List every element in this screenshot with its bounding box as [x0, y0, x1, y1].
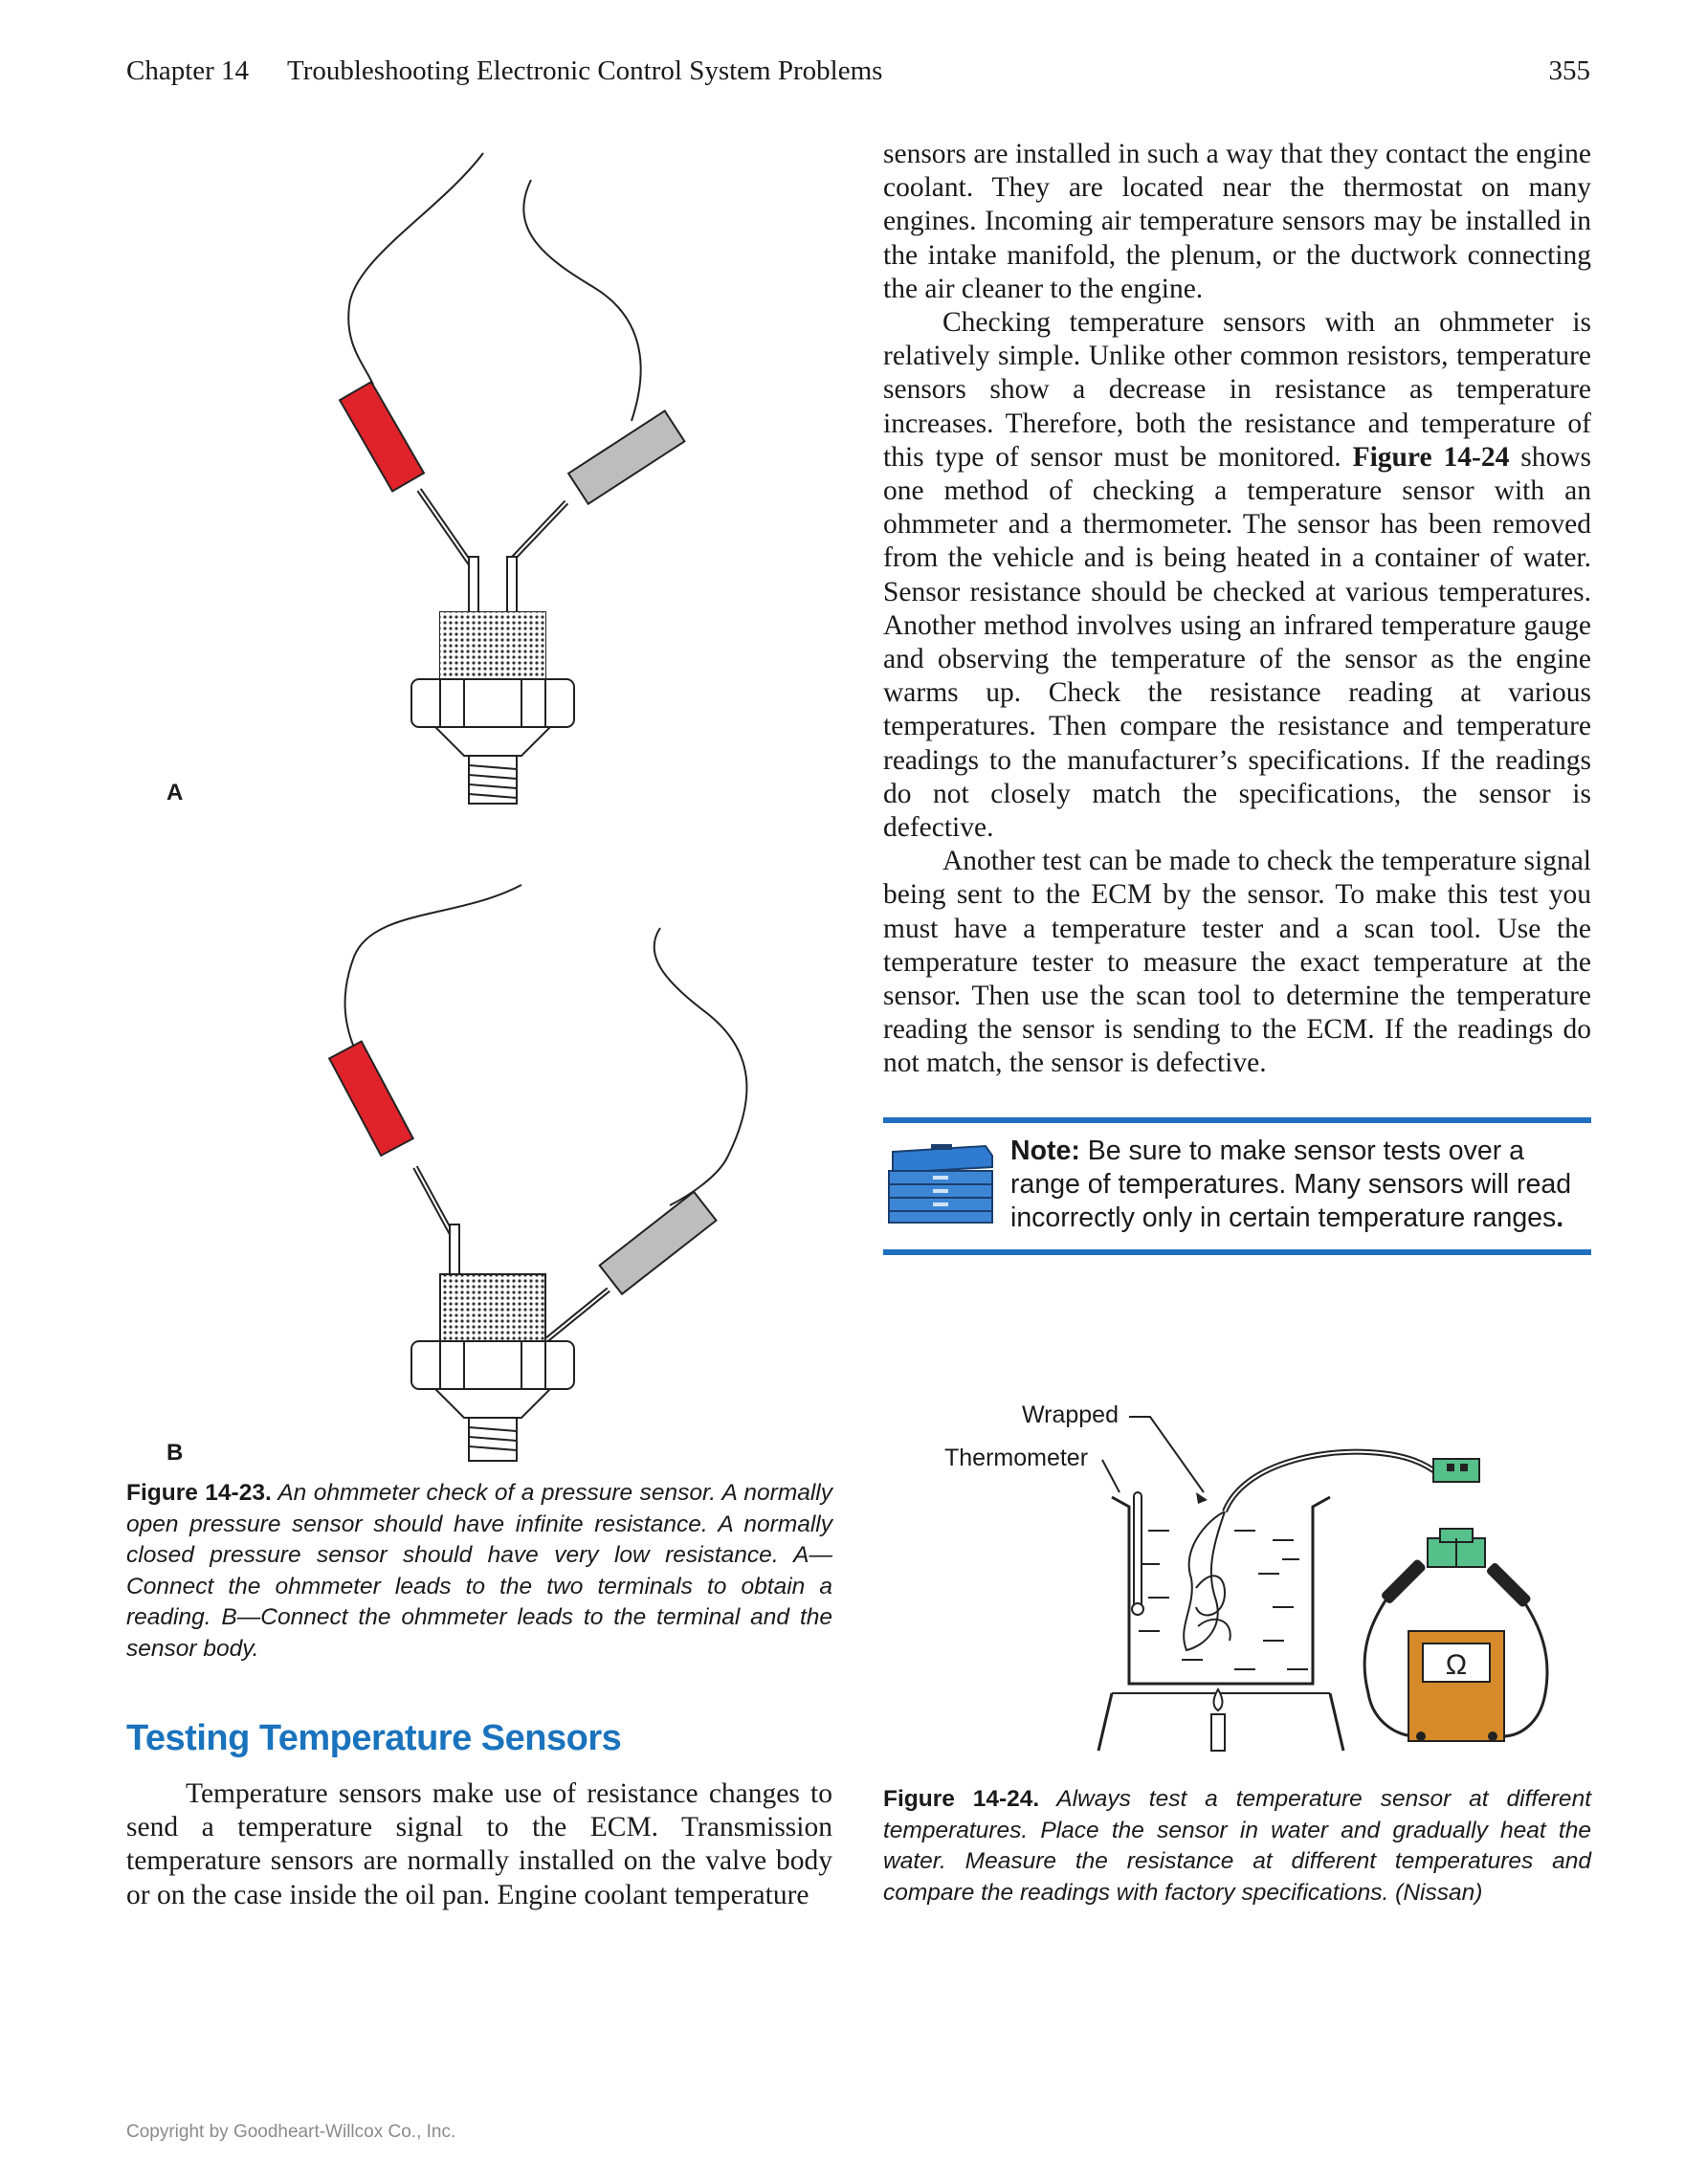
right-column-text	[883, 138, 1591, 1081]
right-paragraph-1: sensors are installed in such a way that they contact the engine coolant. They are located near the thermostat on many engines. Incoming air temperature sensors may be installed in the intake manifold, the plenum, or the ductwork connecting the air cleaner to the engine.	[883, 139, 1591, 304]
note-box	[883, 1117, 1591, 1255]
note-text	[1010, 1135, 1585, 1235]
right-paragraph-3: Another test can be made to check the temperature signal being sent to the ECM by the sensor. To make this test you must have a temperature tester and a scan tool. Use the temperature tester to measure the exact temperature at the sensor. Then use the scan tool to determine the temperature reading the sensor is sending to the ECM. If the readings do not match, the sensor is defective.	[883, 846, 1591, 1079]
figure-label-a: A	[166, 780, 184, 805]
figure-14-24-number: Figure 14-24.	[883, 1786, 1040, 1812]
toolbox-icon	[885, 1144, 998, 1224]
thermometer	[1132, 1492, 1143, 1615]
figure-14-23-number: Figure 14-23.	[126, 1480, 272, 1506]
sensor-connector	[1433, 1459, 1479, 1482]
note-body: Be sure to make sensor tests over a range of temperatures. Many sensors will read incorrectly only in certain temperature ranges	[1010, 1136, 1572, 1233]
meter-lead-left	[1380, 1558, 1427, 1605]
note-end: .	[1556, 1202, 1564, 1233]
meter-test-connector	[1428, 1529, 1485, 1567]
figure-14-24-caption	[883, 1784, 1591, 1908]
right-paragraph-2-end: shows one method of checking a temperature sensor with an ohmmeter and a thermometer. The sensor has been removed from the vehicle and is being heated in a container of water. Sensor resistance should be checked at various temperatures. Another method involves using an infrared temperature gauge and observing the temperature of the sensor as the engine warms up. Check the resistance reading at various temperatures. Then compare the resistance and temperature readings to the manufacturer’s specifications. If the readings do not closely match the specifications, the sensor is defective.	[883, 441, 1591, 844]
red-probe-b	[329, 1042, 413, 1156]
right-paragraph-2-start: Checking temperature sensors with an ohmmeter is relatively simple. Unlike other common resistors, temperature sensors show a decrease in resistance as temperature increases. Therefore, both the resistance and temperature of this type of sensor must be monitored.	[883, 307, 1591, 473]
ohm-symbol: Ω	[1445, 1649, 1468, 1681]
chapter-title: Troubleshooting Electronic Control System Problems	[287, 55, 883, 86]
left-paragraph-1: Temperature sensors make use of resistance changes to send a temperature signal to the ECM. Transmission temperature sensors are normally installed on the valve body or on the case inside the oil pan. Engine coolant temperature	[126, 1778, 832, 1910]
note-label: Note:	[1010, 1136, 1080, 1166]
gray-probe	[568, 411, 684, 504]
figure-14-24-reference: Figure 14-24	[1352, 441, 1510, 473]
gray-probe-b	[600, 1192, 717, 1294]
lead-wire-red	[348, 153, 483, 385]
chapter-label: Chapter 14	[126, 55, 250, 86]
right-paragraph-2	[883, 306, 1591, 845]
lead-wire-gray	[523, 180, 640, 421]
pressure-sensor	[411, 612, 574, 804]
figure-14-23-caption-text: An ohmmeter check of a pressure sensor. A normally open pressure sensor should have infinite resistance. A normally closed pressure sensor should have very low resistance. A—Connect the ohmmeter leads to the two terminals to obtain a reading. B—Connect the ohmmeter leads to the terminal and the sensor body.	[126, 1480, 832, 1662]
figure-14-23b-illustration	[316, 871, 775, 1464]
figure-14-23a-illustration	[316, 143, 737, 813]
section-heading: Testing Temperature Sensors	[126, 1718, 622, 1758]
callout-wrapped: Wrapped	[1022, 1401, 1119, 1428]
meter-lead-right	[1485, 1561, 1532, 1608]
candle-flame	[1211, 1689, 1225, 1751]
red-probe	[340, 382, 424, 491]
callout-thermometer: Thermometer	[944, 1445, 1089, 1471]
left-column-text	[126, 1777, 832, 1912]
copyright-footer: Copyright by Goodheart-Willcox Co., Inc.	[126, 2122, 456, 2142]
page-number: 355	[1548, 55, 1590, 86]
figure-14-24-illustration	[1091, 1406, 1607, 1760]
ohmmeter	[1408, 1631, 1504, 1741]
figure-14-23-caption	[126, 1478, 832, 1665]
figure-label-b: B	[166, 1440, 184, 1466]
pressure-sensor-b	[411, 1274, 574, 1461]
figure-14-24-caption-text: Always test a temperature sensor at different temperatures. Place the sensor in water and gradually heat the water. Measure the resistance at different temperatures and compare the readings with factory specifications. (Nissan)	[883, 1786, 1591, 1906]
